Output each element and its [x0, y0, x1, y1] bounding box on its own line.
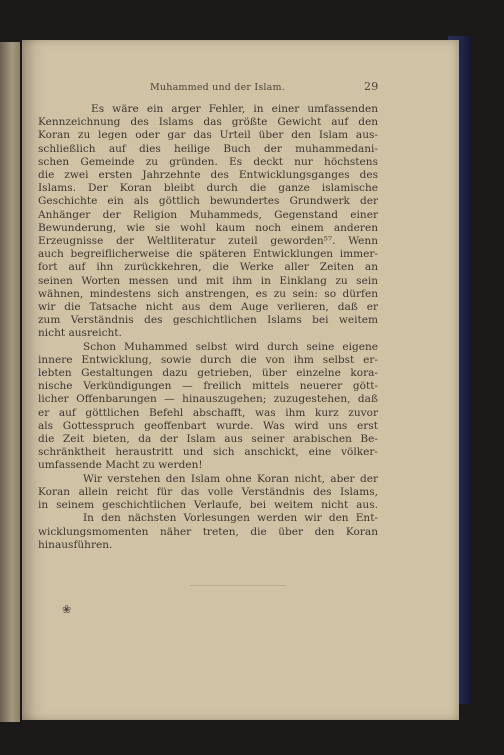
text-line: wir die Tatsache nicht aus dem Auge verlieren, daß er [38, 301, 378, 314]
text-line: wähnen, mindestens sich anstrengen, es zu sein: so dürfen [38, 287, 378, 300]
text-line: auch begreiflicherweise die späteren Entwicklungen immer- [38, 248, 378, 261]
text-line: Es wäre ein arger Fehler, in einer umfassenden [91, 103, 378, 115]
body-text [38, 103, 378, 552]
text-line: seinen Worten messen und mit ihm in Einklang zu sein [38, 274, 378, 287]
text-line: innere Entwicklung, sowie durch die von ihm selbst er- [38, 353, 378, 366]
text-line: schließlich auf dies heilige Buch der muhammedani- [38, 142, 378, 155]
text-line: In den nächsten Vorlesungen werden wir den Ent- [83, 512, 378, 525]
text-line: licher Offenbarungen — hinauszugehen; zuzugestehen, daß [38, 393, 378, 406]
running-title: Muhammed und der Islam. [150, 82, 285, 93]
text-line: lebten Gestaltungen dazu getrieben, über einzelne kora- [38, 367, 378, 380]
printer-ornament-icon: ❀ [62, 603, 72, 616]
text-line: nische Verkündigungen — freilich mittels neuerer gött- [38, 380, 378, 393]
page-header [22, 82, 459, 96]
text-line: schränktheit heraustritt und sich anschickt, eine völker- [38, 446, 378, 459]
text-line: Islams. Der Koran bleibt durch die ganze islamische [38, 182, 378, 195]
text-line: zum Verständnis des geschichtlichen Islams bei weitem [38, 314, 378, 327]
text-line: Schon Muhammed selbst wird durch seine eigene [83, 340, 378, 353]
book-spine-edge [0, 42, 20, 722]
text-line: Koran allein reicht für das volle Verständnis des Islams, [38, 485, 378, 498]
text-line: als Gottesspruch geoffenbart wurde. Was wird uns erst [38, 419, 378, 432]
text-line: Koran zu legen oder gar das Urteil über den Islam aus- [38, 129, 378, 142]
text-line: wicklungsmomenten näher treten, die über den Koran [38, 525, 378, 538]
text-line: die Zeit bieten, da der Islam aus seiner arabischen Be- [38, 433, 378, 446]
faint-rule [190, 585, 286, 586]
text-line: nicht ausreicht. [38, 327, 122, 340]
text-line: Anhänger der Religion Muhammeds, Gegenstand einer [38, 208, 378, 221]
text-line: er auf göttlichen Befehl abschafft, was ihm kurz zuvor [38, 406, 378, 419]
book-page [22, 40, 459, 720]
text-line: umfassende Macht zu werden! [38, 459, 203, 472]
page-number: 29 [364, 80, 379, 93]
text-line: Geschichte ein als göttlich bewundertes Grundwerk der [38, 195, 378, 208]
text-line: in seinem geschichtlichen Verlaufe, bei weitem nicht aus. [38, 499, 378, 512]
text-line: Bewunderung, wie sie wohl kaum noch einem anderen [38, 221, 378, 234]
text-line: die zwei ersten Jahrzehnte des Entwicklungsganges des [38, 169, 378, 182]
text-line: Kennzeichnung des Islams das größte Gewicht auf den [38, 116, 378, 129]
text-line: Erzeugnisse der Weltliteratur zuteil geworden⁵⁷. Wenn [38, 235, 378, 248]
text-line: Wir verstehen den Islam ohne Koran nicht, aber der [83, 472, 378, 485]
text-line: fort auf ihn zurückkehren, die Werke aller Zeiten an [38, 261, 378, 274]
text-line: hinausführen. [38, 538, 113, 551]
text-line: schen Gemeinde zu gründen. Es deckt nur höchstens [38, 155, 378, 168]
